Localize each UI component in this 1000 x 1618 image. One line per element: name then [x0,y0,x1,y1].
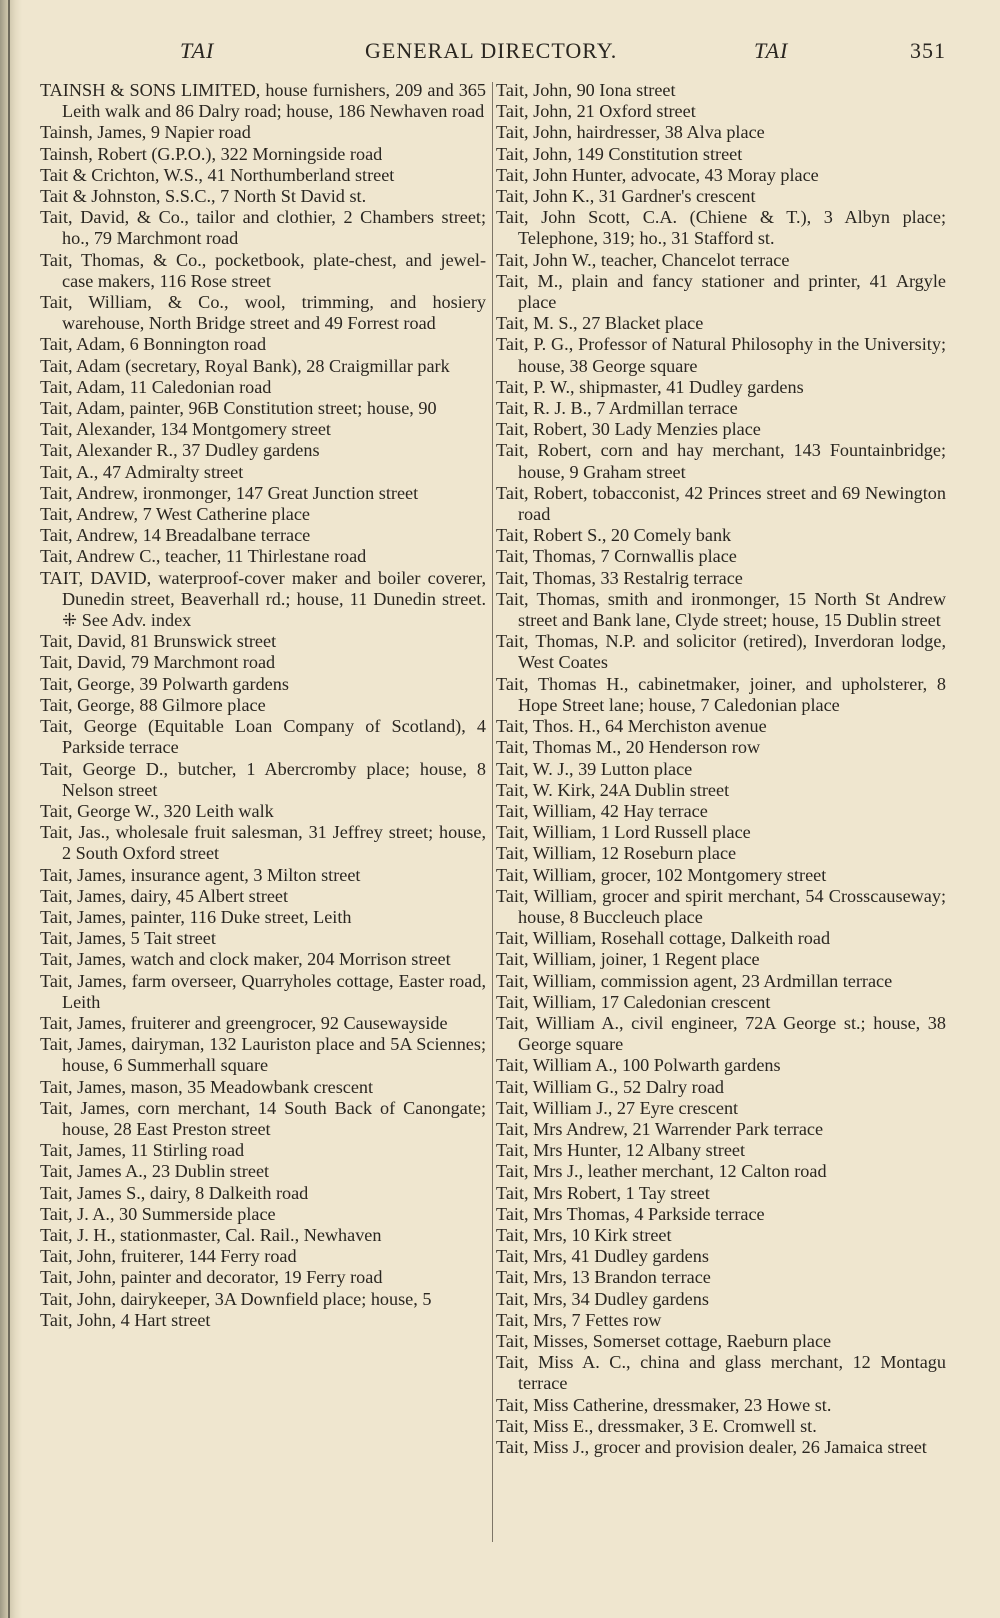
right-column [496,80,946,1458]
directory-entry: Tait, John Hunter, advocate, 43 Moray place [496,164,819,185]
directory-entry: Tait, Thomas M., 20 Henderson row [496,737,761,758]
directory-entry: Tait, James, insurance agent, 3 Milton street [40,864,361,885]
directory-entry: Tait, George, 39 Polwarth gardens [40,673,289,694]
directory-entry: Tait, William, grocer and spirit merchant, 54 Crosscauseway; house, 8 Buccleuch place [496,885,946,927]
directory-entry: Tait, John, 21 Oxford street [496,101,696,122]
directory-entry: Tait, William, joiner, 1 Regent place [496,949,760,970]
directory-entry: Tait, Andrew, 7 West Catherine place [40,504,310,525]
header-left-guide-word: TAI [180,38,215,63]
directory-entry: Tait, George W., 320 Leith walk [40,800,274,821]
directory-entry: Tait, Robert, tobacconist, 42 Princes street and 69 Newington road [496,482,946,525]
directory-entry: Tait, James A., 23 Dublin street [40,1161,270,1182]
directory-entry: Tait, Alexander R., 37 Dudley gardens [40,440,320,461]
page-number: 351 [910,38,946,63]
directory-entry: Tait, William, 17 Caledonian crescent [496,991,771,1012]
directory-entry: Tait, William A., 100 Polwarth gardens [496,1055,781,1076]
directory-entry: Tait, Andrew C., teacher, 11 Thirlestane road [40,546,367,567]
directory-entry: Tait, Miss E., dressmaker, 3 E. Cromwell st. [496,1415,817,1436]
directory-entry: Tait, George D., butcher, 1 Abercromby place; house, 8 Nelson street [40,758,486,800]
directory-entry: Tait, Mrs, 41 Dudley gardens [496,1246,709,1267]
directory-entry: Tait, James, dairyman, 132 Lauriston place and 5A Sciennes; house, 6 Summerhall square [40,1034,486,1076]
directory-entry: Tait, Mrs, 7 Fettes row [496,1309,662,1330]
directory-entry: Tait, Robert, 30 Lady Menzies place [496,419,761,440]
directory-entry: Tait, Mrs Hunter, 12 Albany street [496,1140,746,1161]
directory-entry: Tait, Mrs Robert, 1 Tay street [496,1182,710,1203]
directory-entry: Tait, James, corn merchant, 14 South Back of Canongate; house, 28 East Preston street [40,1097,486,1139]
directory-entry: Tait, P. W., shipmaster, 41 Dudley gardens [496,376,804,397]
directory-entry: Tait, David, 81 Brunswick street [40,631,277,652]
gutter-line [8,0,10,1618]
directory-entry: Tait, John W., teacher, Chancelot terrace [496,249,790,270]
directory-entry: Tait, Robert, corn and hay merchant, 143 Fountainbridge; house, 9 Graham street [496,440,946,482]
directory-entry: Tait, George, 88 Gilmore place [40,694,266,715]
directory-entry: Tait, John, 90 Iona street [496,80,676,100]
directory-entry: Tait, Andrew, ironmonger, 147 Great Junction street [40,482,419,503]
column-divider [492,82,493,1542]
directory-entry: Tait, William, grocer, 102 Montgomery street [496,864,827,885]
directory-entry: Tait, Thos. H., 64 Merchiston avenue [496,716,767,737]
directory-entry: Tait, Adam, 6 Bonnington road [40,334,267,355]
directory-entry: Tait, James, watch and clock maker, 204 Morrison street [40,949,451,970]
directory-entry: Tait, John, dairykeeper, 3A Downfield place; house, 5 [40,1288,432,1309]
directory-entry: Tait, James, mason, 35 Meadowbank crescent [40,1076,374,1097]
directory-entry: Tait, John, fruiterer, 144 Ferry road [40,1246,297,1267]
directory-entry: Tait, Mrs, 10 Kirk street [496,1224,672,1245]
directory-entry: Tait, William, & Co., wool, trimming, and hosiery warehouse, North Bridge street and 49 Forrest road [40,292,486,334]
directory-entry: Tait, James, farm overseer, Quarryholes cottage, Easter road, Leith [40,970,486,1012]
directory-entry: Tait, William, Rosehall cottage, Dalkeith road [496,928,831,949]
directory-entry: TAIT, DAVID, waterproof-cover maker and boiler coverer, Dunedin street, Beaverhall rd.; house, 11 Dunedin street. ⁜ See Adv. index [40,567,486,631]
header-right-guide-word: TAI [754,38,789,63]
directory-entry: Tait, James S., dairy, 8 Dalkeith road [40,1182,309,1203]
directory-entry: Tait, William, 42 Hay terrace [496,800,708,821]
directory-entry: Tait & Crichton, W.S., 41 Northumberland street [40,164,395,185]
directory-entry: Tait, J. H., stationmaster, Cal. Rail., Newhaven [40,1224,382,1245]
header-title: GENERAL DIRECTORY. [365,38,618,63]
directory-entry: Tait, David, 79 Marchmont road [40,652,276,673]
directory-entry: Tait, Thomas, N.P. and solicitor (retired), Inverdoran lodge, West Coates [496,631,946,673]
directory-entry: Tait, Thomas, smith and ironmonger, 15 North St Andrew street and Bank lane, Clyde street; house, 15 Dublin street [496,588,946,631]
directory-entry: Tait, Mrs, 34 Dudley gardens [496,1288,709,1309]
directory-entry: Tait, William A., civil engineer, 72A George st.; house, 38 George square [496,1012,946,1055]
directory-entry: Tait, John K., 31 Gardner's crescent [496,186,756,207]
directory-entry: Tait, A., 47 Admiralty street [40,461,244,482]
directory-entry: Tait, Adam (secretary, Royal Bank), 28 Craigmillar park [40,355,450,376]
directory-entry: Tait, P. G., Professor of Natural Philosophy in the University; house, 38 George square [496,334,946,376]
directory-entry: Tait, Miss A. C., china and glass merchant, 12 Montagu terrace [496,1352,946,1394]
directory-entry: Tait, James, 11 Stirling road [40,1140,245,1161]
directory-entry: Tait, Mrs J., leather merchant, 12 Calton road [496,1161,827,1182]
directory-entry: Tait, John Scott, C.A. (Chiene & T.), 3 Albyn place; Telephone, 319; ho., 31 Stafford st. [496,207,946,249]
directory-entry: Tainsh, James, 9 Napier road [40,122,251,143]
directory-entry: Tait, Robert S., 20 Comely bank [496,525,732,546]
directory-entry: Tait, Miss J., grocer and provision dealer, 26 Jamaica street [496,1437,927,1457]
directory-entry: Tait, William, 1 Lord Russell place [496,822,751,843]
directory-entry: Tainsh, Robert (G.P.O.), 322 Morningside road [40,143,383,164]
directory-entry: Tait, Alexander, 134 Montgomery street [40,419,331,440]
directory-entry: Tait, George (Equitable Loan Company of Scotland), 4 Parkside terrace [40,716,486,758]
directory-entry: Tait, Miss Catherine, dressmaker, 23 Howe st. [496,1394,832,1415]
book-spine-gutter [0,0,22,1618]
directory-entry: Tait, James, dairy, 45 Albert street [40,885,289,906]
directory-entry: TAINSH & SONS LIMITED, house furnishers, 209 and 365 Leith walk and 86 Dalry road; house, 186 Newhaven road [40,80,486,122]
directory-entry: Tait, Adam, painter, 96B Constitution street; house, 90 [40,398,437,419]
directory-entry: Tait, James, 5 Tait street [40,928,216,949]
left-column [40,80,486,1331]
directory-entry: Tait, John, hairdresser, 38 Alva place [496,122,765,143]
directory-entry: Tait, M., plain and fancy stationer and printer, 41 Argyle place [496,270,946,313]
directory-entry: Tait, M. S., 27 Blacket place [496,313,704,334]
directory-entry: Tait, William J., 27 Eyre crescent [496,1097,739,1118]
directory-entry: Tait, Adam, 11 Caledonian road [40,376,272,397]
directory-entry: Tait, Andrew, 14 Breadalbane terrace [40,525,311,546]
directory-entry: Tait, Mrs Thomas, 4 Parkside terrace [496,1203,765,1224]
directory-entry: Tait, James, fruiterer and greengrocer, 92 Causewayside [40,1012,448,1033]
directory-entry: Tait, John, painter and decorator, 19 Ferry road [40,1267,383,1288]
directory-entry: Tait, Thomas, & Co., pocketbook, plate-chest, and jewel-case makers, 116 Rose street [40,249,486,291]
directory-entry: Tait, R. J. B., 7 Ardmillan terrace [496,398,738,419]
directory-entry: Tait, Jas., wholesale fruit salesman, 31 Jeffrey street; house, 2 South Oxford street [40,822,486,864]
directory-entry: Tait, Misses, Somerset cottage, Raeburn place [496,1330,832,1351]
directory-entry: Tait, Mrs Andrew, 21 Warrender Park terrace [496,1118,824,1139]
directory-entry: Tait, William G., 52 Dalry road [496,1076,724,1097]
running-header [40,38,946,70]
directory-entry: Tait, Thomas, 33 Restalrig terrace [496,567,743,588]
directory-entry: Tait, William, commission agent, 23 Ardmillan terrace [496,970,893,991]
directory-entry: Tait, Mrs, 13 Brandon terrace [496,1267,711,1288]
directory-entry: Tait, J. A., 30 Summerside place [40,1203,276,1224]
directory-entry: Tait, John, 4 Hart street [40,1309,211,1330]
directory-entry: Tait, W. J., 39 Lutton place [496,758,693,779]
directory-entry: Tait, David, & Co., tailor and clothier, 2 Chambers street; ho., 79 Marchmont road [40,207,486,249]
directory-entry: Tait, William, 12 Roseburn place [496,843,737,864]
directory-entry: Tait, John, 149 Constitution street [496,143,743,164]
directory-entry: Tait, Thomas H., cabinetmaker, joiner, and upholsterer, 8 Hope Street lane; house, 7 Caledonian place [496,673,946,715]
directory-entry: Tait, W. Kirk, 24A Dublin street [496,779,730,800]
directory-entry: Tait, James, painter, 116 Duke street, Leith [40,906,352,927]
directory-entry: Tait & Johnston, S.S.C., 7 North St David st. [40,186,367,207]
directory-entry: Tait, Thomas, 7 Cornwallis place [496,546,737,567]
